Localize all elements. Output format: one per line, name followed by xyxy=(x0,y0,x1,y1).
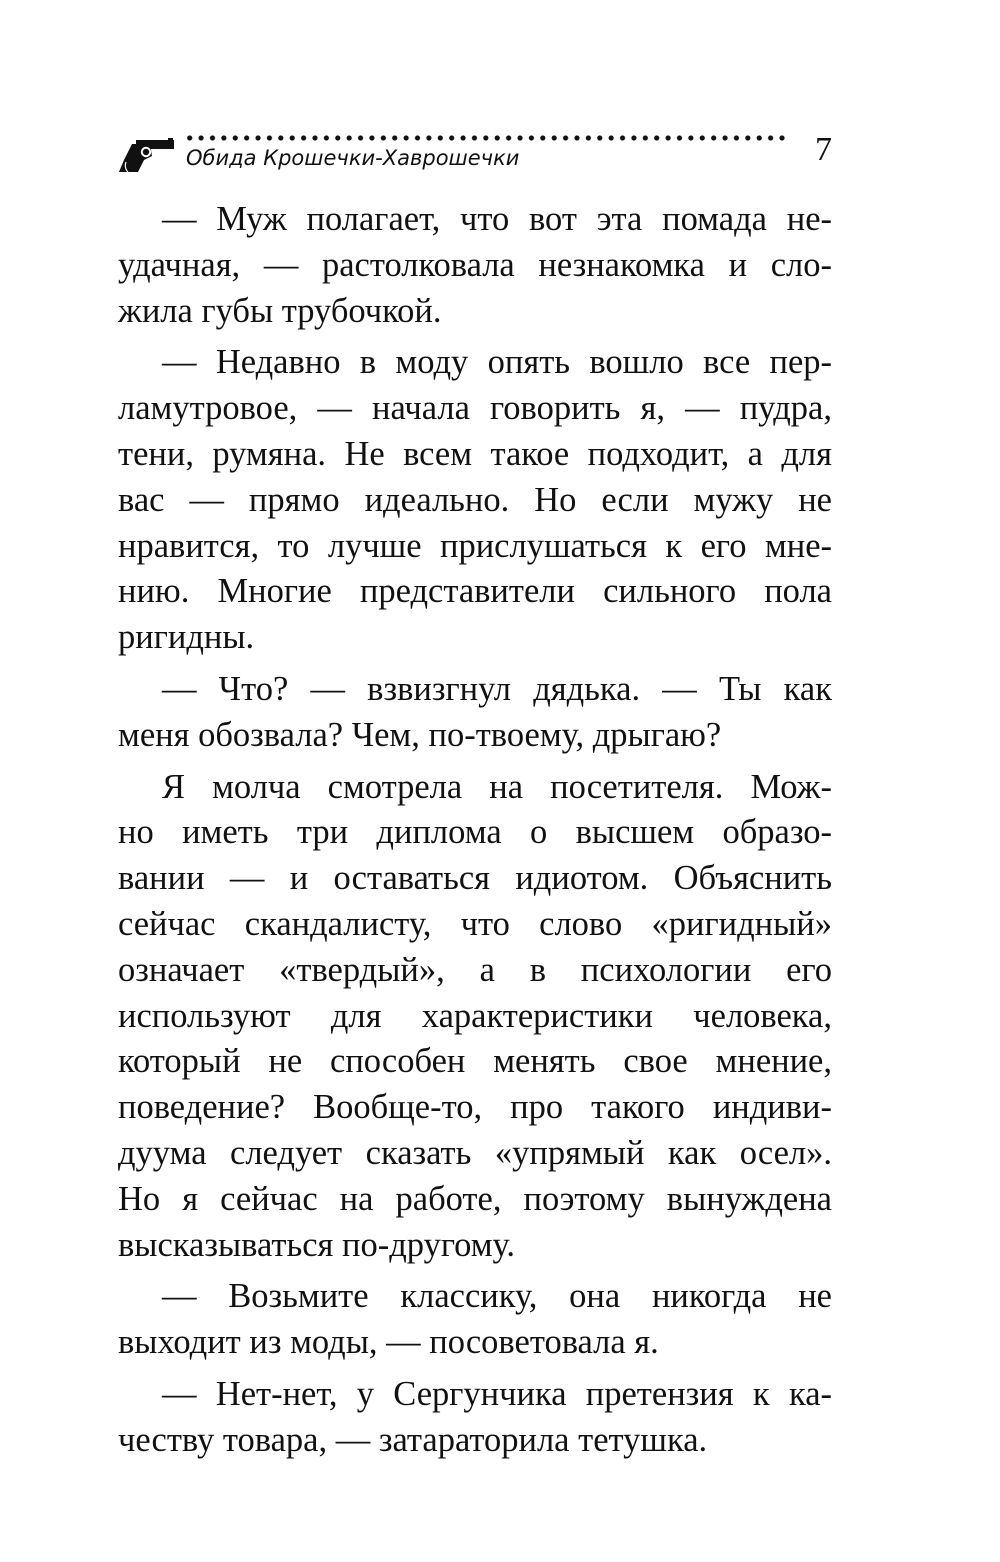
paragraph xyxy=(118,667,832,759)
text-line: сейчас скандалисту, что слово «ригидный» xyxy=(118,904,832,943)
revolver-icon xyxy=(116,138,176,174)
text-line: тени, румяна. Не всем такое подходит, а для xyxy=(118,434,832,473)
paragraph xyxy=(118,765,832,1269)
text-line: высказываться по-другому. xyxy=(118,1225,515,1264)
text-line: означает «твердый», а в психологии его xyxy=(118,950,832,989)
paragraph xyxy=(118,340,832,661)
text-line: нравится, то лучше прислушаться к его мне- xyxy=(118,526,832,565)
text-line: нию. Многие представители сильного пола xyxy=(118,572,832,611)
text-line: Но я сейчас на работе, поэтому вынуждена xyxy=(118,1179,832,1218)
text-line: — Муж полагает, что вот эта помада не- xyxy=(162,200,832,238)
text-line: меня обозвала? Чем, по-твоему, дрыгаю? xyxy=(118,715,722,754)
text-line: ламутровое, — начала говорить я, — пудра, xyxy=(118,389,832,428)
text-line: выходит из моды, — посоветовала я. xyxy=(118,1323,659,1362)
text-line: — Что? — взвизгнул дядька. — Ты как xyxy=(162,669,832,708)
text-line: вании — и оставаться идиотом. Объяснить xyxy=(118,859,832,898)
text-line: который не способен менять свое мнение, xyxy=(118,1042,832,1081)
header-dotted-rule xyxy=(184,134,790,142)
text-line: жила губы трубочкой. xyxy=(118,291,442,330)
paragraph xyxy=(118,1372,832,1464)
text-line: удачная, — растолковала незнакомка и сло- xyxy=(118,245,832,284)
body-text xyxy=(118,197,832,1470)
text-line: — Нет-нет, у Сергунчика претензия к ка- xyxy=(162,1374,832,1413)
paragraph xyxy=(118,197,832,334)
text-line: поведение? Вообще-то, про такого индиви- xyxy=(118,1088,832,1127)
text-line: честву товара, — затараторила тетушка. xyxy=(118,1420,708,1459)
text-line: но иметь три диплома о высшем образо- xyxy=(118,813,832,852)
text-line: используют для характеристики человека, xyxy=(118,996,832,1035)
running-title: Обида Крошечки-Хаврошечки xyxy=(186,146,520,170)
text-line: ригидны. xyxy=(118,618,255,657)
text-line: — Возьмите классику, она никогда не xyxy=(162,1277,832,1316)
text-line: — Недавно в моду опять вошло все пер- xyxy=(162,343,832,382)
running-header xyxy=(116,128,832,178)
paragraph xyxy=(118,1274,832,1366)
page-number: 7 xyxy=(815,131,832,168)
text-line: вас — прямо идеально. Но если мужу не xyxy=(118,480,832,519)
text-line: дуума следует сказать «упрямый как осел». xyxy=(118,1133,832,1172)
text-line: Я молча смотрела на посетителя. Мож- xyxy=(162,767,832,806)
